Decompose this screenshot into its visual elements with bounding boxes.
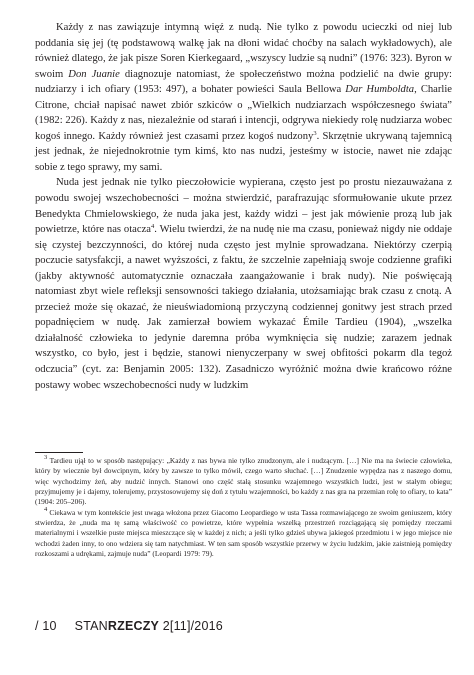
text-run: diagnozuje natomiast, że społeczeństwo można podzielić na dwie grupy: nudziarzy i ich ofiary (1953: 497), a bohater powieści Saula Bellowa — [35, 68, 452, 96]
footnote-text: Ciekawa w tym kontekście jest uwaga włożona przez Giacomo Leopardiego w usta Tassa rozmawiającego ze swoim geniuszem, który stwierdza, że „nuda ma tę samą właściwość co powietrze, które wypełnia wszelką przestrzeń rozciągającą się pomiędzy rzeczami materialnymi i wszelkie puste miejsca mieszczące się w każdej z nich; a jeśli tylko gdzieś ubywa jakiegoś przedmiotu i w jego miejsce nie wchodzi żaden inny, to ono wdziera się tam natychmiast. W ten sam sposób wszystkie przerwy w życiu ludzkim, jakie zaistnieją pomiędzy rozkoszami a udrękami, zajmuje nuda” (Leopardi 1979: 79). — [35, 507, 452, 559]
paragraph — [35, 175, 452, 393]
footnote-ref-3: 3 — [313, 129, 317, 137]
magazine-name-light: STAN — [74, 619, 108, 633]
main-text — [35, 20, 452, 393]
footnote-separator — [35, 452, 83, 453]
footnote-4 — [35, 505, 452, 560]
page-footer — [35, 619, 223, 633]
issue-number: 2[11]/2016 — [159, 619, 223, 633]
text-run: Każdy z nas zawiązuje intymną więź z nudą. Nie tylko z powodu ucieczki od niej lub poddania się jej (tę podstawową walkę jak na dłoni widać choćby na salach wykładowych), ale również dlatego, że jak pisze Soren Kierkegaard, „wszyscy ludzie są nudni” (1976: 323). Byron w swoim — [35, 22, 452, 80]
footnote-number: 4 — [44, 505, 48, 513]
paragraph — [35, 20, 452, 175]
title-dar-humboldta: Dar Humboldta — [345, 84, 415, 96]
footnote-text: Tardieu ujął to w sposób następujący: „Każdy z nas bywa nie tylko znudzonym, ale i nudzącym. […] Nie ma na świecie człowieka, który by wiecznie był dowcipnym, który by zawsze to tylko mówił, czego warto słuchać. […] Znudzenie wypędza nas z naszego domu, więc wychodzimy żeń, aby nudzić innych. Stanowi ono część stałą stosunku wzajemnego wszystkich ludzi, jest w stałym obiegu; przyjmujemy je i dajemy, tolerujemy, przystosowujemy się doń z tytułu wzajemności, bo każdy z nas gra na przemian rolę to ofiary, to kata” (1904: 205–206). — [35, 456, 452, 507]
footnotes — [35, 456, 452, 559]
text-run: . Wielu twierdzi, że na nudę nie ma czasu, ponieważ nigdy nie oddaje się czystej bezczynności, do której nuda często jest mylnie sprowadzana. Niektórzy czerpią poczucie satysfakcji, a nawet wyższości, z faktu, że szczelnie zapełniają swoje codzienne grafiki (jakby aktywność automatycznie oznaczała zaangażowanie i brak nudy). Nie poświęcają natomiast zbyt wiele refleksji sensowności takiego działania, utożsamiając brak czasu z cnotą. A przecież może się okazać, że nieuświadomioną przyczyną codziennej gonitwy jest strach przed popadnięciem w nudę. Jak zamierzał bowiem wykazać Émile Tardieu (1904), „wszelka działalność człowieka to jedynie daremna próba wymknięcia się nudzie; zarazem jednak wszystko, co było, jest i będzie, stanowi nienyczerpany w swej obfitości pokarm dla tegoż odczucia” (cyt. za: Benjamin 2005: 132). Zasadniczo wyróżnić można dwie krańcowo różne postawy wobec wszechobecności nudy w ludzkim — [35, 224, 452, 391]
footnote-number: 3 — [44, 454, 48, 461]
footnote-3 — [35, 456, 452, 508]
text-run: . Skrzętnie ukrywaną tajemnicą jest jednak, że niejednokrotnie tym kimś, kto nas nudzi, jesteśmy w istocie, nawet nie zdając sobie z tego sprawy, my sami. — [35, 130, 453, 173]
text-run: Nuda jest jednak nie tylko pieczołowicie wypierana, często jest po prostu niezauważana z powodu swojej wszechobecności – można stwierdzić, parafrazując sformułowanie ukute przez Benedykta Chmielowskiego, że nuda jaka jest, każdy widzi – jest jak mówienie prozą lub jak powietrze, które nas otacza — [35, 177, 452, 236]
text-run: , Charlie Citrone, chciał napisać nawet zbiór szkiców o „Wielkich nudziarzach współczesnego świata” (1982: 226). Każdy z nas, niezależnie od starań i intencji, odgrywa niekiedy rolę nudziarza wobec kogoś innego. Każdy również jest czasami przez kogoś nudzony — [35, 84, 452, 142]
footnote-ref-4: 4 — [150, 223, 155, 231]
magazine-name-bold: RZECZY — [107, 619, 160, 633]
title-don-juan: Don Juanie — [68, 68, 120, 80]
page-number: / 10 — [35, 619, 57, 633]
